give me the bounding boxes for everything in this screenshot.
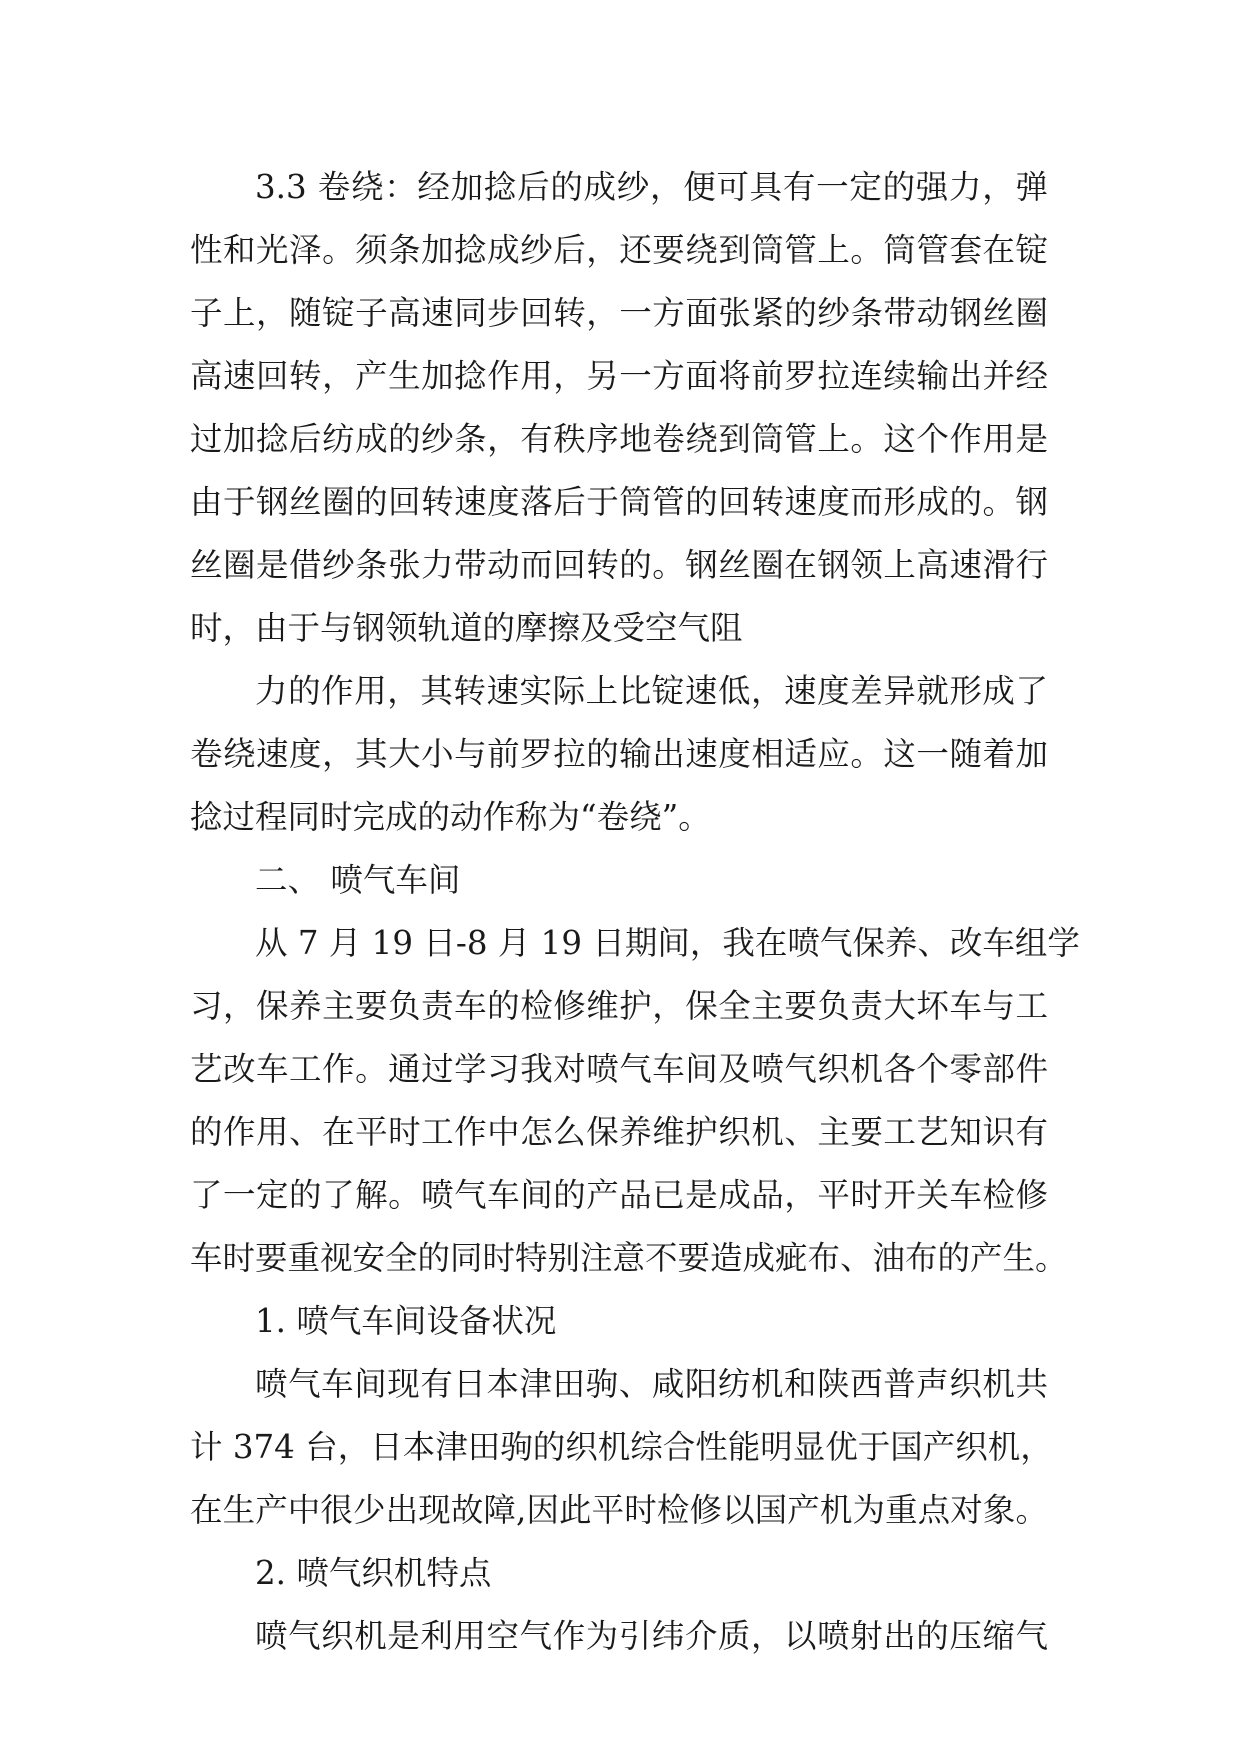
text-line: 喷气车间现有日本津田驹、咸阳纺机和陕西普声织机共 bbox=[255, 1365, 1048, 1403]
text-line: 从 7 月 19 日-8 月 19 日期间，我在喷气保养、改车组学 bbox=[255, 924, 1080, 962]
text-line: 计 374 台，日本津田驹的织机综合性能明显优于国产织机， bbox=[190, 1428, 1053, 1466]
text-line: 时，由于与钢领轨道的摩擦及受空气阻 bbox=[190, 609, 743, 647]
text-line: 的作用、在平时工作中怎么保养维护织机、主要工艺知识有 bbox=[190, 1113, 1048, 1151]
text-line: 由于钢丝圈的回转速度落后于筒管的回转速度而形成的。钢 bbox=[190, 483, 1048, 521]
text-line: 捻过程同时完成的动作称为“卷绕”。 bbox=[190, 798, 711, 836]
document-body bbox=[190, 156, 1080, 1668]
text-line: 习，保养主要负责车的检修维护，保全主要负责大坏车与工 bbox=[190, 987, 1048, 1025]
text-line: 3.3 卷绕：经加捻后的成纱，便可具有一定的强力，弹 bbox=[255, 168, 1048, 206]
text-line: 2. 喷气织机特点 bbox=[255, 1554, 492, 1592]
text-line: 丝圈是借纱条张力带动而回转的。钢丝圈在钢领上高速滑行 bbox=[190, 546, 1048, 584]
text-line: 二、 喷气车间 bbox=[255, 861, 461, 899]
text-line: 卷绕速度，其大小与前罗拉的输出速度相适应。这一随着加 bbox=[190, 735, 1048, 773]
text-line: 力的作用，其转速实际上比锭速低，速度差异就形成了 bbox=[255, 672, 1048, 710]
text-line: 性和光泽。须条加捻成纱后，还要绕到筒管上。筒管套在锭 bbox=[190, 231, 1048, 269]
text-line: 高速回转，产生加捻作用，另一方面将前罗拉连续输出并经 bbox=[190, 357, 1048, 395]
text-line: 1. 喷气车间设备状况 bbox=[255, 1302, 557, 1340]
text-line: 在生产中很少出现故障,因此平时检修以国产机为重点对象。 bbox=[190, 1491, 1048, 1529]
text-line: 了一定的了解。喷气车间的产品已是成品，平时开关车检修 bbox=[190, 1176, 1048, 1214]
text-line: 过加捻后纺成的纱条，有秩序地卷绕到筒管上。这个作用是 bbox=[190, 420, 1048, 458]
text-line: 喷气织机是利用空气作为引纬介质，以喷射出的压缩气 bbox=[255, 1617, 1048, 1655]
text-line: 车时要重视安全的同时特别注意不要造成疵布、油布的产生。 bbox=[190, 1239, 1068, 1277]
text-line: 子上，随锭子高速同步回转，一方面张紧的纱条带动钢丝圈 bbox=[190, 294, 1048, 332]
text-line: 艺改车工作。通过学习我对喷气车间及喷气织机各个零部件 bbox=[190, 1050, 1048, 1088]
